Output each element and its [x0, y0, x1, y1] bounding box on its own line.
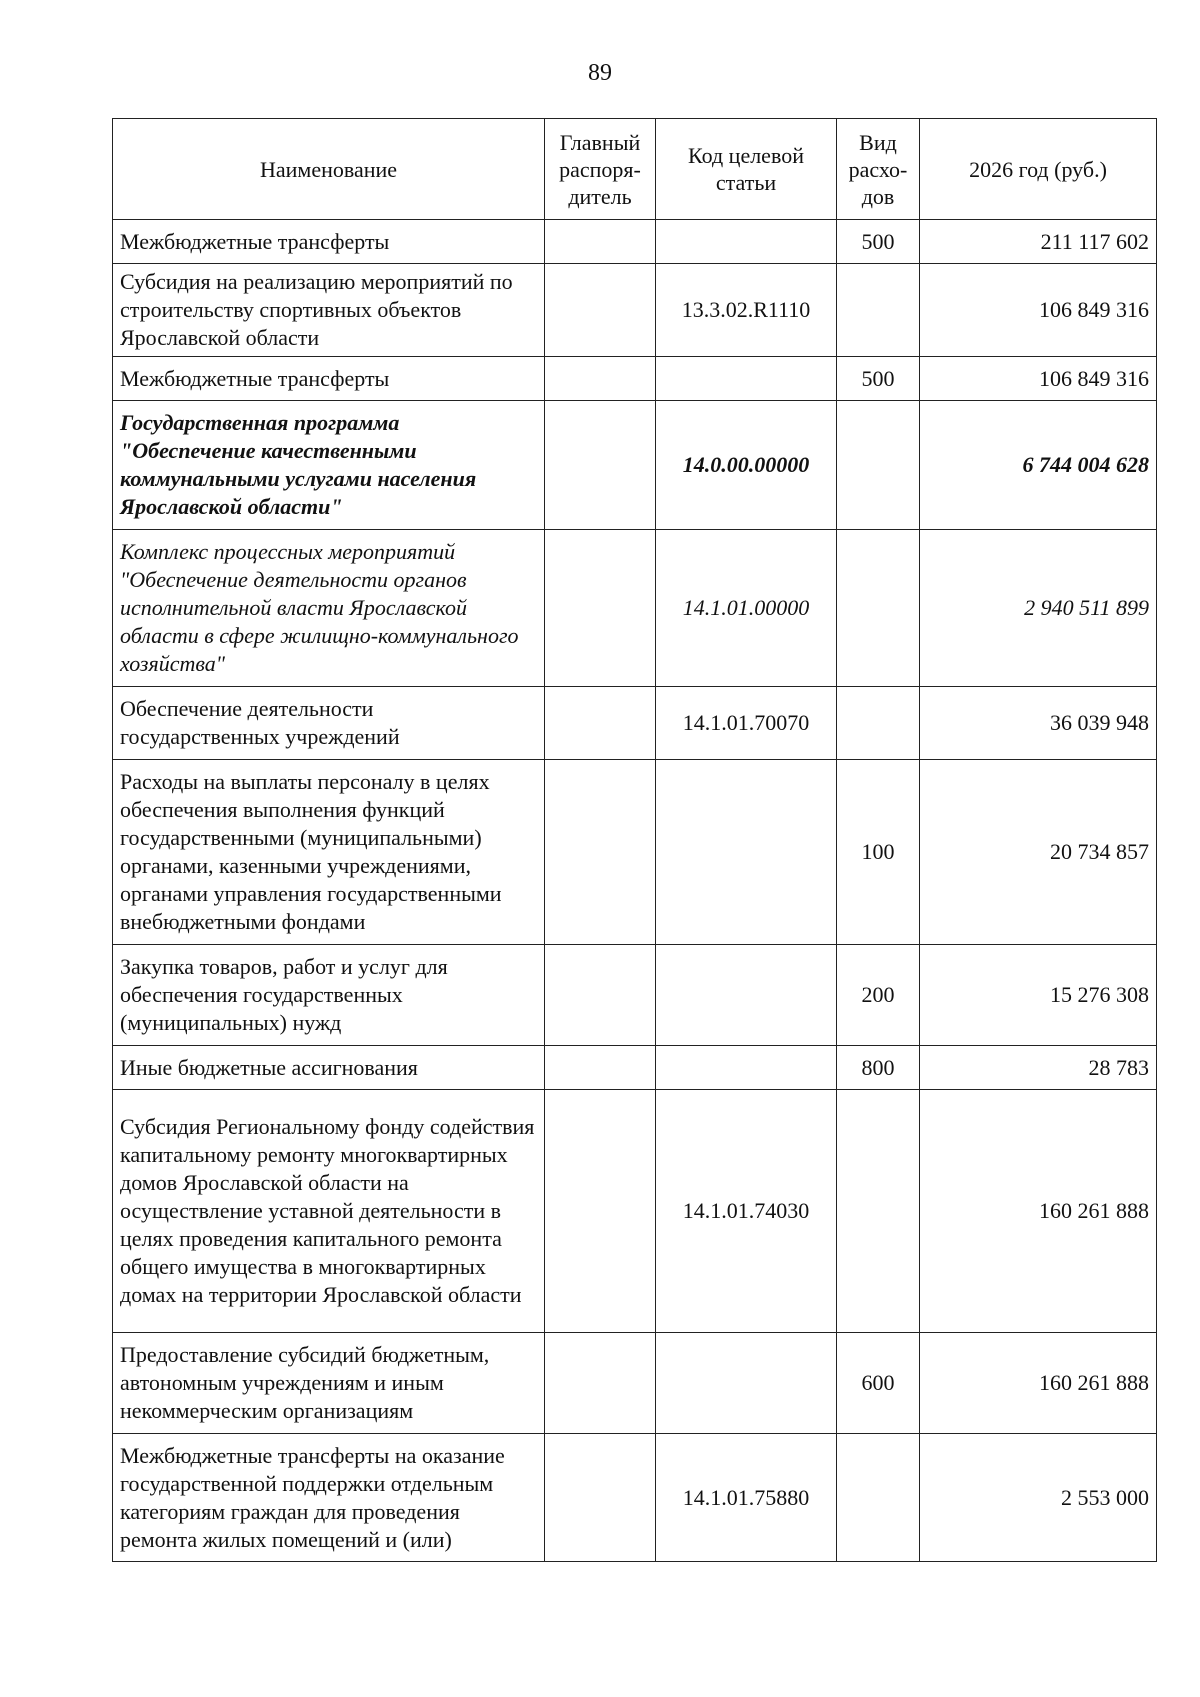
cell-expense-type: 200: [837, 945, 920, 1046]
cell-main-manager: [545, 220, 656, 264]
header-year-2026: 2026 год (руб.): [920, 119, 1157, 220]
cell-name: Обеспечение деятельности государственных учреждений: [113, 687, 545, 760]
page-number: 89: [588, 60, 612, 86]
cell-target-code: 14.0.00.00000: [656, 401, 837, 530]
cell-name: Предоставление субсидий бюджетным, автономным учреждениям и иным некоммерческим организациям: [113, 1333, 545, 1434]
cell-main-manager: [545, 264, 656, 357]
cell-target-code: 13.3.02.R1110: [656, 264, 837, 357]
cell-main-manager: [545, 1434, 656, 1562]
table-row: [113, 1046, 1157, 1090]
cell-main-manager: [545, 1333, 656, 1434]
cell-target-code: [656, 357, 837, 401]
header-target-code: Код целевой статьи: [656, 119, 837, 220]
cell-target-code: 14.1.01.74030: [656, 1090, 837, 1333]
cell-target-code: 14.1.01.00000: [656, 530, 837, 687]
cell-expense-type: [837, 687, 920, 760]
cell-target-code: [656, 220, 837, 264]
cell-expense-type: [837, 1090, 920, 1333]
cell-name: Комплекс процессных мероприятий "Обеспечение деятельности органов исполнительной власти Ярославской области в сфере жилищно-коммунального хозяйства": [113, 530, 545, 687]
table-row: [113, 1333, 1157, 1434]
cell-target-code: [656, 1333, 837, 1434]
cell-name: Государственная программа "Обеспечение качественными коммунальными услугами населения Ярославской области": [113, 401, 545, 530]
cell-amount: 106 849 316: [920, 264, 1157, 357]
budget-table: [112, 118, 1157, 1562]
cell-main-manager: [545, 1090, 656, 1333]
cell-name: Межбюджетные трансферты: [113, 220, 545, 264]
cell-target-code: [656, 945, 837, 1046]
header-row: [113, 119, 1157, 220]
cell-target-code: 14.1.01.70070: [656, 687, 837, 760]
cell-name: Межбюджетные трансферты: [113, 357, 545, 401]
table-row: [113, 945, 1157, 1046]
cell-expense-type: 600: [837, 1333, 920, 1434]
cell-expense-type: 500: [837, 357, 920, 401]
table-row: [113, 1090, 1157, 1333]
cell-main-manager: [545, 401, 656, 530]
header-name: Наименование: [113, 119, 545, 220]
cell-expense-type: 100: [837, 760, 920, 945]
cell-amount: 15 276 308: [920, 945, 1157, 1046]
cell-amount: 20 734 857: [920, 760, 1157, 945]
table-row: [113, 220, 1157, 264]
table-row: [113, 401, 1157, 530]
cell-name: Межбюджетные трансферты на оказание государственной поддержки отдельным категориям граждан для проведения ремонта жилых помещений и (или): [113, 1434, 545, 1562]
cell-main-manager: [545, 357, 656, 401]
cell-amount: 160 261 888: [920, 1090, 1157, 1333]
table-row: [113, 1434, 1157, 1562]
cell-expense-type: [837, 264, 920, 357]
cell-amount: 211 117 602: [920, 220, 1157, 264]
cell-amount: 2 940 511 899: [920, 530, 1157, 687]
cell-main-manager: [545, 530, 656, 687]
cell-amount: 160 261 888: [920, 1333, 1157, 1434]
cell-name: Расходы на выплаты персоналу в целях обеспечения выполнения функций государственными (муниципальными) органами, казенными учреждениями, органами управления государственными внебюджетными фондами: [113, 760, 545, 945]
table-row: [113, 687, 1157, 760]
table-row: [113, 530, 1157, 687]
cell-expense-type: [837, 401, 920, 530]
cell-name: Субсидия Региональному фонду содействия капитальному ремонту многоквартирных домов Ярославской области на осуществление уставной деятельности в целях проведения капитального ремонта общего имущества в многоквартирных домах на территории Ярославской области: [113, 1090, 545, 1333]
table-row: [113, 264, 1157, 357]
cell-expense-type: [837, 1434, 920, 1562]
cell-main-manager: [545, 945, 656, 1046]
cell-amount: 106 849 316: [920, 357, 1157, 401]
cell-amount: 6 744 004 628: [920, 401, 1157, 530]
cell-main-manager: [545, 687, 656, 760]
table-row: [113, 760, 1157, 945]
cell-expense-type: [837, 530, 920, 687]
cell-amount: 36 039 948: [920, 687, 1157, 760]
cell-expense-type: 800: [837, 1046, 920, 1090]
cell-name: Субсидия на реализацию мероприятий по строительству спортивных объектов Ярославской области: [113, 264, 545, 357]
cell-main-manager: [545, 760, 656, 945]
cell-amount: 28 783: [920, 1046, 1157, 1090]
cell-expense-type: 500: [837, 220, 920, 264]
header-expense-type: Вид расхо-дов: [837, 119, 920, 220]
cell-amount: 2 553 000: [920, 1434, 1157, 1562]
table-row: [113, 357, 1157, 401]
cell-name: Иные бюджетные ассигнования: [113, 1046, 545, 1090]
cell-target-code: 14.1.01.75880: [656, 1434, 837, 1562]
cell-main-manager: [545, 1046, 656, 1090]
cell-target-code: [656, 1046, 837, 1090]
cell-name: Закупка товаров, работ и услуг для обеспечения государственных (муниципальных) нужд: [113, 945, 545, 1046]
header-main-manager: Главный распоря-дитель: [545, 119, 656, 220]
cell-target-code: [656, 760, 837, 945]
